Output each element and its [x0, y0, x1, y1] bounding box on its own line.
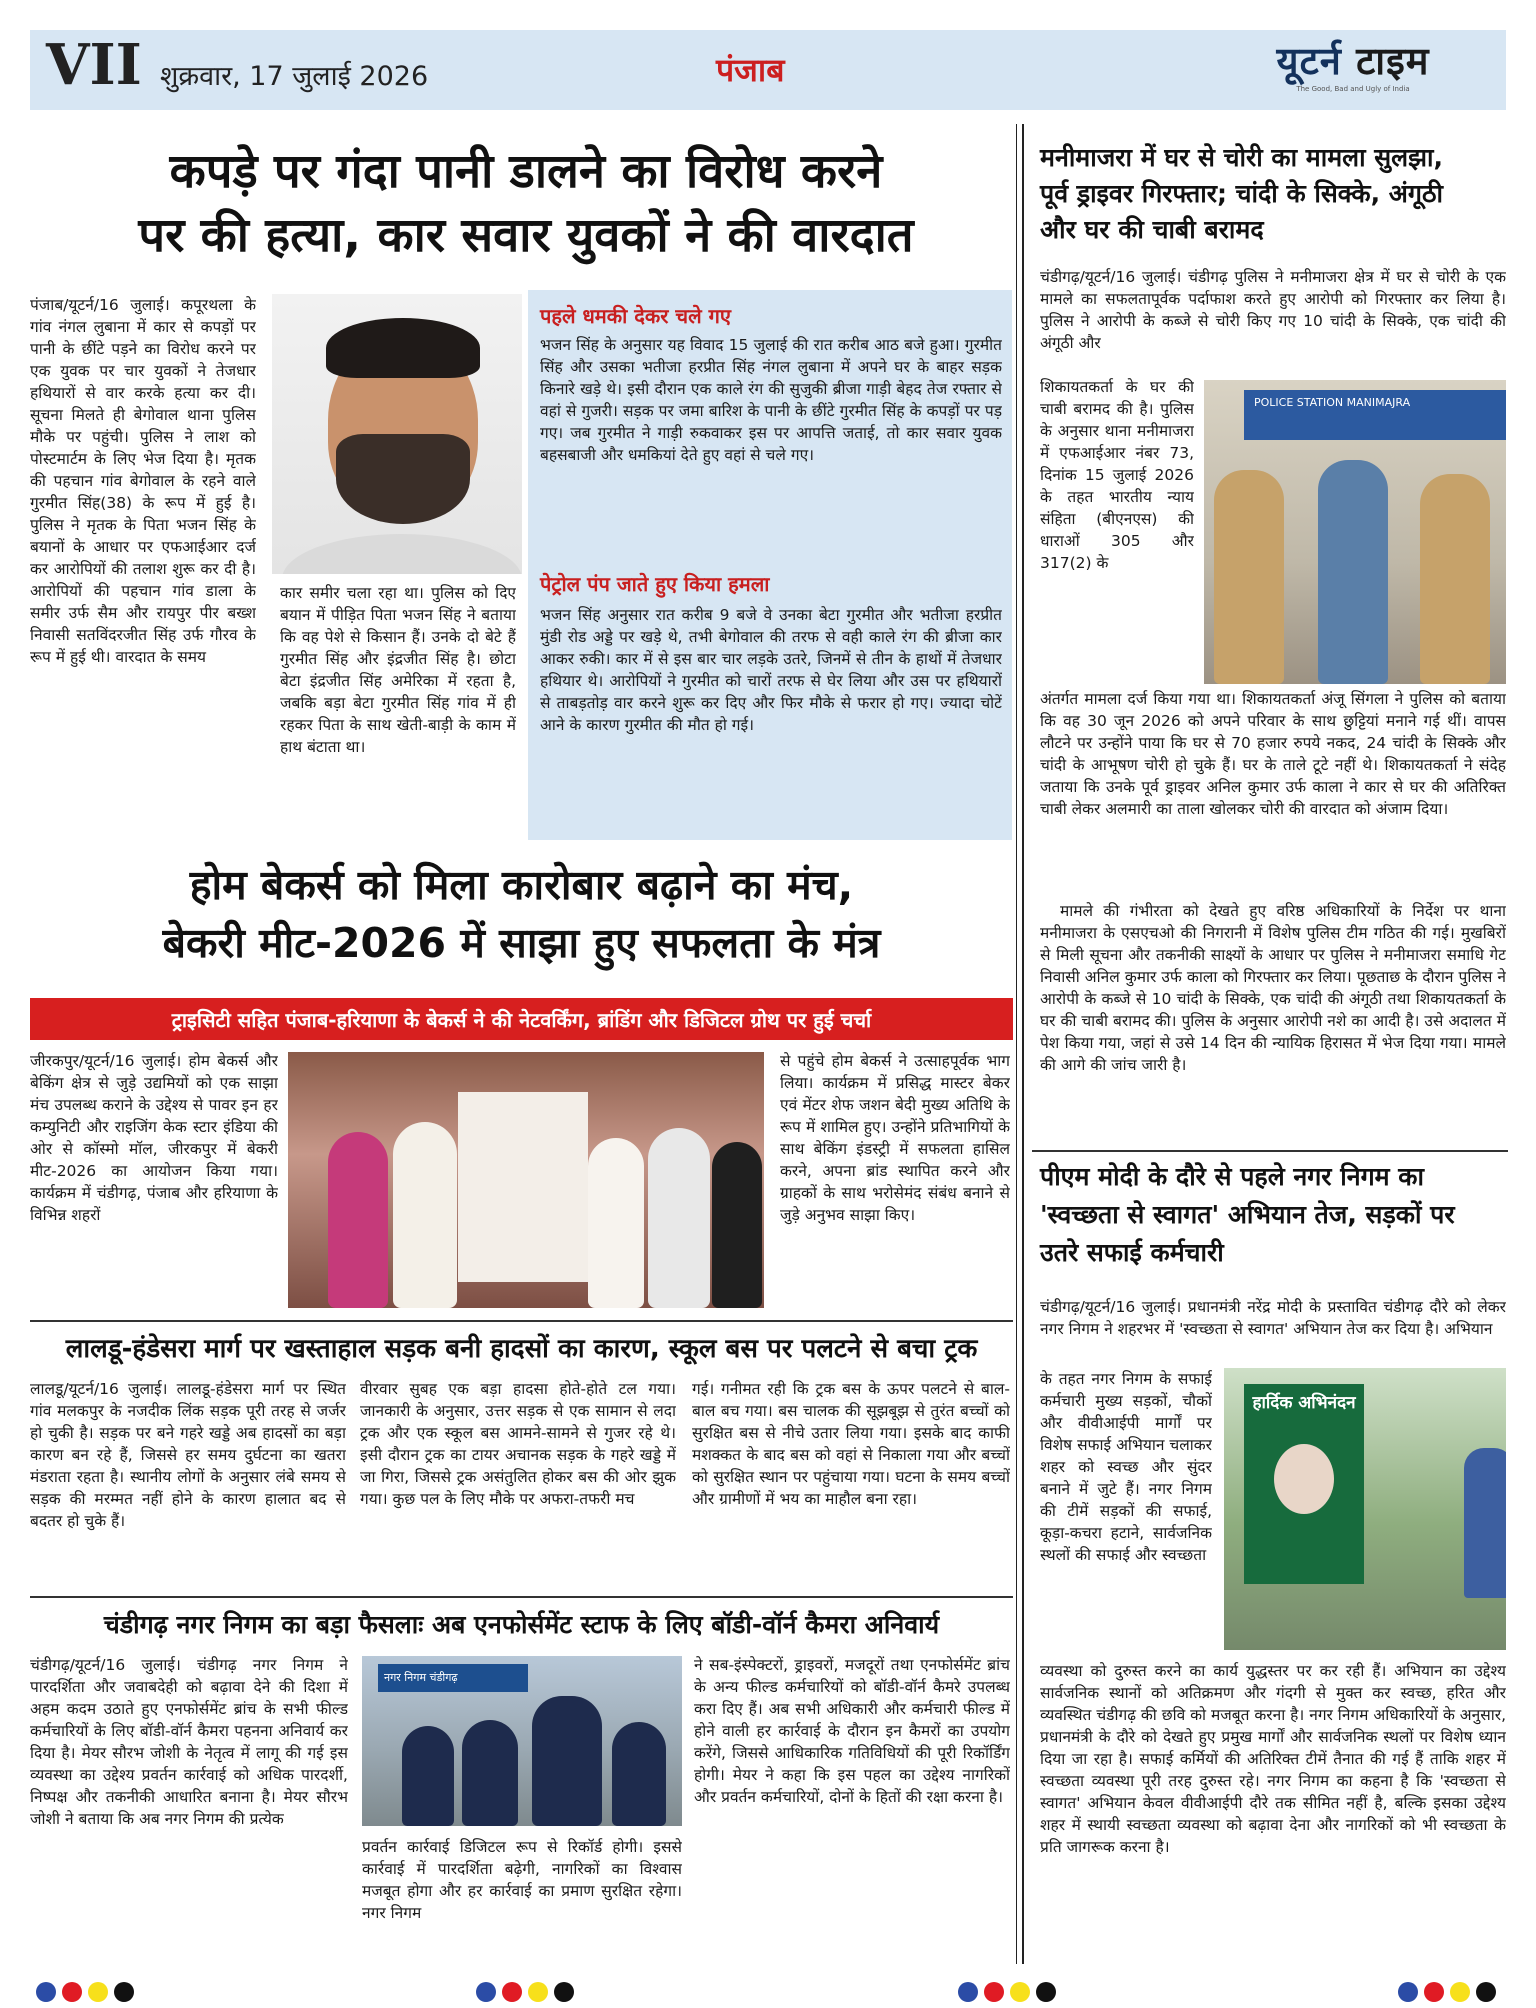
story4-headline: चंडीगढ़ नगर निगम का बड़ा फैसलाः अब एनफोर्समेंट स्टाफ के लिए बॉडी-वॉर्न कैमरा अनिवार्य	[103, 1610, 940, 1639]
logo-text-b: टाइम	[1341, 39, 1430, 83]
story4-col3: ने सब-इंस्पेक्टरों, ड्राइवरों, मजदूरों तथा एनफोर्समेंट ब्रांच के अन्य फील्ड कर्मचारियों को बॉडी-वॉर्न कैमरे उपलब्ध करा दिए हैं। अब सभी अधिकारी और कर्मचारी फील्ड में होने वाली हर कार्रवाई के दौरान इन कैमरों का उपयोग करेंगे, जिससे आधिकारिक गतिविधियों की पूरी रिकॉर्डिंग होगी। मेयर ने कहा कि इस पहल का उद्देश्य नागरिकों और प्रवर्तन कर्मचारियों, दोनों के हितों की रक्षा करना है।	[694, 1656, 1010, 1806]
story2-strap: ट्राइसिटी सहित पंजाब-हरियाणा के बेकर्स ने की नेटवर्किंग, ब्रांडिंग और डिजिटल ग्रोथ पर हुई चर्चा	[171, 1008, 872, 1032]
registration-dots-icon	[1398, 1982, 1496, 2002]
story2-col1: जीरकपुर/यूटर्न/16 जुलाई। होम बेकर्स और बेकिंग क्षेत्र से जुड़े उद्यमियों को एक साझा मंच उपलब्ध कराने के उद्देश्य से पावर इन हर कम्युनिटी और राइजिंग केक स्टार इंडिया की ओर से कॉस्मो मॉल, जीरकपुर में बेकरी मीट-2026 का आयोजन किया गया। कार्यक्रम में चंडीगढ़, पंजाब और हरियाणा के विभिन्न शहरों	[30, 1052, 278, 1224]
story5-photo-board: POLICE STATION MANIMAJRA	[1254, 396, 1411, 409]
story5-para-top: चंडीगढ़/यूटर्न/16 जुलाई। चंडीगढ़ पुलिस ने मनीमाजरा क्षेत्र में घर से चोरी के एक मामले का सफलतापूर्वक पर्दाफाश करते हुए आरोपी को गिरफ्तार कर लिया है। पुलिस ने आरोपी के कब्जे से चोरी किए गए 10 चांदी के सिक्के, एक चांदी की अंगूठी और	[1040, 268, 1506, 352]
story5-para-left: शिकायतकर्ता के घर की चाबी बरामद की है। पुलिस के अनुसार थाना मनीमाजरा में एफआईआर नंबर 73, दिनांक 15 जुलाई 2026 के तहत भारतीय न्याय संहिता (बीएनएस) की धाराओं 305 और 317(2) के	[1040, 378, 1194, 572]
story1-col1: पंजाब/यूटर्न/16 जुलाई। कपूरथला के गांव नंगल लुबाना में कार से कपड़ों पर पानी के छींटे पड़ने का विरोध करने पर एक युवक पर चार युवकों ने तेजधार हथियारों से वार करके हत्या कर दी। सूचना मिलते ही बेगोवाल थाना पुलिस मौके पर पहुंची। पुलिस ने लाश को पोस्टमार्टम के लिए भेज दिया है। मृतक की पहचान गांव बेगोवाल के रहने वाले गुरमीत सिंह(38) के रूप में हुई है। पुलिस ने मृतक के पिता भजन सिंह के बयानों के आधार पर एफआईआर दर्ज कर आरोपियों की तलाश शुरू कर दी है। आरोपियों की पहचान गांव डाला के समीर उर्फ सैम और रायपुर पीर बख्श निवासी सतविंदरजीत सिंह उर्फ गौरव के रूप में हुई थी। वारदात के समय	[30, 296, 256, 666]
story1-headline-line1: कपड़े पर गंदा पानी डालने का विरोध करने	[169, 144, 883, 199]
story1-headline-line2: पर की हत्या, कार सवार युवकों ने की वारदात	[138, 208, 914, 263]
story5-headline	[1040, 140, 1506, 248]
story1-box-para1: भजन सिंह के अनुसार यह विवाद 15 जुलाई की रात करीब आठ बजे हुआ। गुरमीत सिंह और उसका भतीजा हरप्रीत सिंह नंगल लुबाना में अपने घर के बाहर सड़क किनारे खड़े थे। इसी दौरान एक काले रंग की सुजुकी ब्रीजा गाड़ी बेहद तेज रफ्तार से वहां से गुजरी। सड़क पर जमा बारिश के पानी के छींटे गुरमीत सिंह के कपड़ों पर पड़ गए। जब गुरमीत ने गाड़ी रुकवाकर इस पर आपत्ति जताई, तो कार सवार युवक बहसबाजी और धमकियां देते हुए वहां से चले गए।	[540, 336, 1002, 464]
page-number: VII	[46, 32, 142, 98]
story6-para-left: के तहत नगर निगम के सफाई कर्मचारी मुख्य सड़कों, चौकों और वीवीआईपी मार्गों पर विशेष सफाई अभियान चलाकर शहर को स्वच्छ और सुंदर बनाने में जुटे हैं। नगर निगम की टीमें सड़कों की सफाई, कूड़ा-कचरा हटाने, सार्वजनिक स्थलों की सफाई और स्वच्छता	[1040, 1370, 1212, 1564]
story3-col3: गई। गनीमत रही कि ट्रक बस के ऊपर पलटने से बाल-बाल बच गया। बस चालक की सूझबूझ से तुरंत बच्चों को सुरक्षित बस से नीचे उतार लिया गया। इसके बाद काफी मशक्कत के बाद बस को वहां से निकाला गया और बच्चों को सुरक्षित स्थान पर पहुंचाया गया। घटना के समय बच्चों और ग्रामीणों में भय का माहौल बना रहा।	[692, 1380, 1010, 1508]
story6-para-full: व्यवस्था को दुरुस्त करने का कार्य युद्धस्तर पर कर रही हैं। अभियान का उद्देश्य सार्वजनिक स्थानों को अतिक्रमण और गंदगी से मुक्त कर स्वच्छ, हरित और व्यवस्थित चंडीगढ़ की छवि को मजबूत करना है। नगर निगम अधिकारियों के अनुसार, प्रधानमंत्री के दौरे को देखते हुए प्रमुख मार्गों और सार्वजनिक स्थलों पर विशेष ध्यान दिया जा रहा है। सफाई कर्मियों की अतिरिक्त टीमें तैनात की गई हैं ताकि शहर में स्वच्छता व्यवस्था पूरी तरह दुरुस्त रहे। नगर निगम का कहना है कि 'स्वच्छता से स्वागत' अभियान केवल वीवीआईपी दौरे तक सीमित नहीं है, बल्कि इसका उद्देश्य शहर में स्थायी स्वच्छता व्यवस्था को बढ़ावा देना और नागरिकों को भी स्वच्छता के प्रति जागरूक करना है।	[1040, 1662, 1506, 1856]
registration-dots-icon	[958, 1982, 1056, 2002]
registration-dots-icon	[36, 1982, 134, 2002]
story5-police-photo	[1204, 380, 1506, 684]
story3-col2: वीरवार सुबह एक बड़ा हादसा होते-होते टल गया। जानकारी के अनुसार, उत्तर सड़क से एक सामान से लदा ट्रक और एक स्कूल बस आमने-सामने से गुजर रहे थे। इसी दौरान ट्रक का टायर अचानक सड़क के गहरे खड्डे में जा गिरा, जिससे ट्रक असंतुलित होकर बस की ओर झुक गया। कुछ पल के लिए मौके पर अफरा-तफरी मच	[360, 1380, 676, 1508]
divider-story4	[30, 1596, 1013, 1598]
story1-box-subhead1: पहले धमकी देकर चले गए	[540, 304, 731, 328]
issue-date: शुक्रवार, 17 जुलाई 2026	[160, 61, 429, 92]
story1-box-subhead2: पेट्रोल पंप जाते हुए किया हमला	[540, 572, 770, 596]
story2-col2: से पहुंचे होम बेकर्स ने उत्साहपूर्वक भाग लिया। कार्यक्रम में प्रसिद्ध मास्टर बेकर एवं मेंटर शेफ जशन बेदी मुख्य अतिथि के रूप में शामिल हुए। उन्होंने प्रतिभागियों के साथ बेकिंग इंडस्ट्री में सफलता हासिल करने, अपना ब्रांड स्थापित करने और ग्राहकों के साथ भरोसेमंद संबंध बनाने से जुड़े अनुभव साझा किए।	[780, 1052, 1010, 1224]
logo-text-a: यूटर्न	[1276, 39, 1342, 83]
story2-headline-line1: होम बेकर्स को मिला कारोबार बढ़ाने का मंच,	[189, 861, 854, 909]
story4-col1: चंडीगढ़/यूटर्न/16 जुलाई। चंडीगढ़ नगर निगम ने पारदर्शिता और जवाबदेही को बढ़ावा देने की दिशा में अहम कदम उठाते हुए एनफोर्समेंट ब्रांच के सभी फील्ड कर्मचारियों के लिए बॉडी-वॉर्न कैमरा पहनना अनिवार्य कर दिया है। मेयर सौरभ जोशी के नेतृत्व में लागू की गई इस व्यवस्था का उद्देश्य प्रवर्तन कार्रवाई को अधिक पारदर्शी, निष्पक्ष और तकनीकी आधारित बनाना है। मेयर सौरभ जोशी ने बताया कि अब नगर निगम की प्रत्येक	[30, 1656, 348, 1828]
story5-para-full: अंतर्गत मामला दर्ज किया गया था। शिकायतकर्ता अंजू सिंगला ने पुलिस को बताया कि वह 30 जून 2026 को अपने परिवार के साथ छुट्टियां मनाने गई थीं। वापस लौटने पर उन्होंने पाया कि घर से 70 हजार रुपये नकद, 24 चांदी के सिक्के और चांदी के आभूषण चोरी हो चुके हैं। घर के ताले टूटे नहीं थे। शिकायतकर्ता ने संदेह जताया कि उनके पूर्व ड्राइवर अनिल कुमार उर्फ काला ने कार से घर की अतिरिक्त चाबी लेकर अलमारी का ताला खोलकर चोरी की वारदात को अंजाम दिया।	[1040, 690, 1506, 818]
story6-hoarding-text: हार्दिक अभिनंदन	[1252, 1393, 1356, 1413]
story5-headline-line2: पूर्व ड्राइवर गिरफ्तार; चांदी के सिक्के, अंगूठी	[1040, 179, 1443, 208]
story1-col2: कार समीर चला रहा था। पुलिस को दिए बयान में पीड़ित पिता भजन सिंह ने बताया कि वह पेशे से किसान हैं। उनके दो बेटे हैं गुरमीत सिंह और इंद्रजीत सिंह है। छोटा बेटा इंद्रजीत सिंह अमेरिका में रहता है, जबकि बड़ा बेटा गुरमीत सिंह गांव में ही रहकर पिता के साथ खेती-बाड़ी के काम में हाथ बंटाता था।	[280, 584, 516, 756]
story6-headline-line3: उतरे सफाई कर्मचारी	[1040, 1238, 1224, 1267]
story6-cleaning-photo	[1224, 1368, 1506, 1650]
story3-headline: लालडू-हंडेसरा मार्ग पर खस्ताहाल सड़क बनी हादसों का कारण, स्कूल बस पर पलटने से बचा ट्रक	[65, 1334, 978, 1364]
column-divider	[1022, 124, 1024, 1964]
story6-headline-line2: 'स्वच्छता से स्वागत' अभियान तेज, सड़कों पर	[1040, 1200, 1455, 1229]
story4-staff-photo	[362, 1656, 682, 1826]
story6-para-top: चंडीगढ़/यूटर्न/16 जुलाई। प्रधानमंत्री नरेंद्र मोदी के प्रस्तावित चंडीगढ़ दौरे को लेकर नगर निगम ने शहरभर में 'स्वच्छता से स्वागत' अभियान तेज कर दिया है। अभियान	[1040, 1298, 1506, 1338]
story5-para2: मामले की गंभीरता को देखते हुए वरिष्ठ अधिकारियों के निर्देश पर थाना मनीमाजरा के एसएचओ की निगरानी में विशेष पुलिस टीम गठित की गई। मुखबिरों से मिली सूचना और तकनीकी साक्ष्यों के आधार पर पुलिस ने मनीमाजरा समाधि गेट निवासी अनिल कुमार उर्फ काला को गिरफ्तार कर लिया। पूछताछ के दौरान पुलिस ने आरोपी के कब्जे से 10 चांदी के सिक्के, एक चांदी की अंगूठी तथा शिकायतकर्ता के घर की चाबी बरामद की। पुलिस के अनुसार आरोपी नशे का आदी है। उसे अदालत में पेश किया गया, जहां से उसे 14 दिन की न्यायिक हिरासत में भेज दिया गया। मामले की आगे की जांच जारी है।	[1040, 902, 1506, 1074]
story5-headline-line3: और घर की चाबी बरामद	[1040, 215, 1264, 244]
story5-headline-line1: मनीमाजरा में घर से चोरी का मामला सुलझा,	[1040, 143, 1443, 172]
story2-headline	[30, 856, 1013, 972]
divider-story3	[30, 1320, 1013, 1322]
story1-box-para2: भजन सिंह अनुसार रात करीब 9 बजे वे उनका बेटा गुरमीत और भतीजा हरप्रीत मुंडी रोड अड्डे पर खड़े थे, तभी बेगोवाल की तरफ से वही काले रंग की ब्रीजा कार आकर रुकी। कार में से इस बार चार लड़के उतरे, जिनमें से तीन के हाथों में तेजधार हथियार थे। आरोपियों ने गुरमीत को चारों तरफ से घेर लिया और उस पर हथियारों से ताबड़तोड़ वार करने शुरू कर दिए और फिर मौके से फरार हो गए। ज्यादा चोटें आने के कारण गुरमीत की मौत हो गई।	[540, 606, 1002, 734]
story1-victim-photo	[272, 294, 522, 574]
story3-col1: लालडू/यूटर्न/16 जुलाई। लालडू-हंडेसरा मार्ग पर स्थित गांव मलकपुर के नजदीक लिंक सड़क पूरी तरह से जर्जर हो चुकी है। सड़क पर बने गहरे खड्डे अब हादसों का बड़ा कारण बन रहे हैं, जिससे हर समय दुर्घटना का खतरा मंडराता रहता है। स्थानीय लोगों के अनुसार लंबे समय से सड़क की मरम्मत नहीं होने के कारण हालात बद से बदतर हो चुके हैं।	[30, 1380, 346, 1530]
story2-event-photo	[288, 1052, 764, 1308]
story2-headline-line2: बेकरी मीट-2026 में साझा हुए सफलता के मंत्र	[162, 919, 881, 967]
story4-photo-board: नगर निगम चंडीगढ़	[378, 1664, 528, 1692]
story6-headline	[1040, 1158, 1506, 1272]
newspaper-logo	[1218, 38, 1488, 100]
logo-tagline: The Good, Bad and Ugly of India	[1296, 85, 1410, 93]
registration-dots-icon	[476, 1982, 574, 2002]
divider-story6	[1032, 1150, 1508, 1152]
story6-headline-line1: पीएम मोदी के दौरे से पहले नगर निगम का	[1040, 1162, 1424, 1191]
story1-headline	[36, 140, 1016, 268]
section-name: पंजाब	[716, 51, 785, 89]
story4-col2: प्रवर्तन कार्रवाई डिजिटल रूप से रिकॉर्ड होगी। इससे कार्रवाई में पारदर्शिता बढ़ेगी, नागरिकों का विश्वास मजबूत होगा और हर कार्रवाई का प्रमाण सुरक्षित रहेगा। नगर निगम	[362, 1838, 682, 1922]
column-divider-inner	[1016, 124, 1017, 1964]
